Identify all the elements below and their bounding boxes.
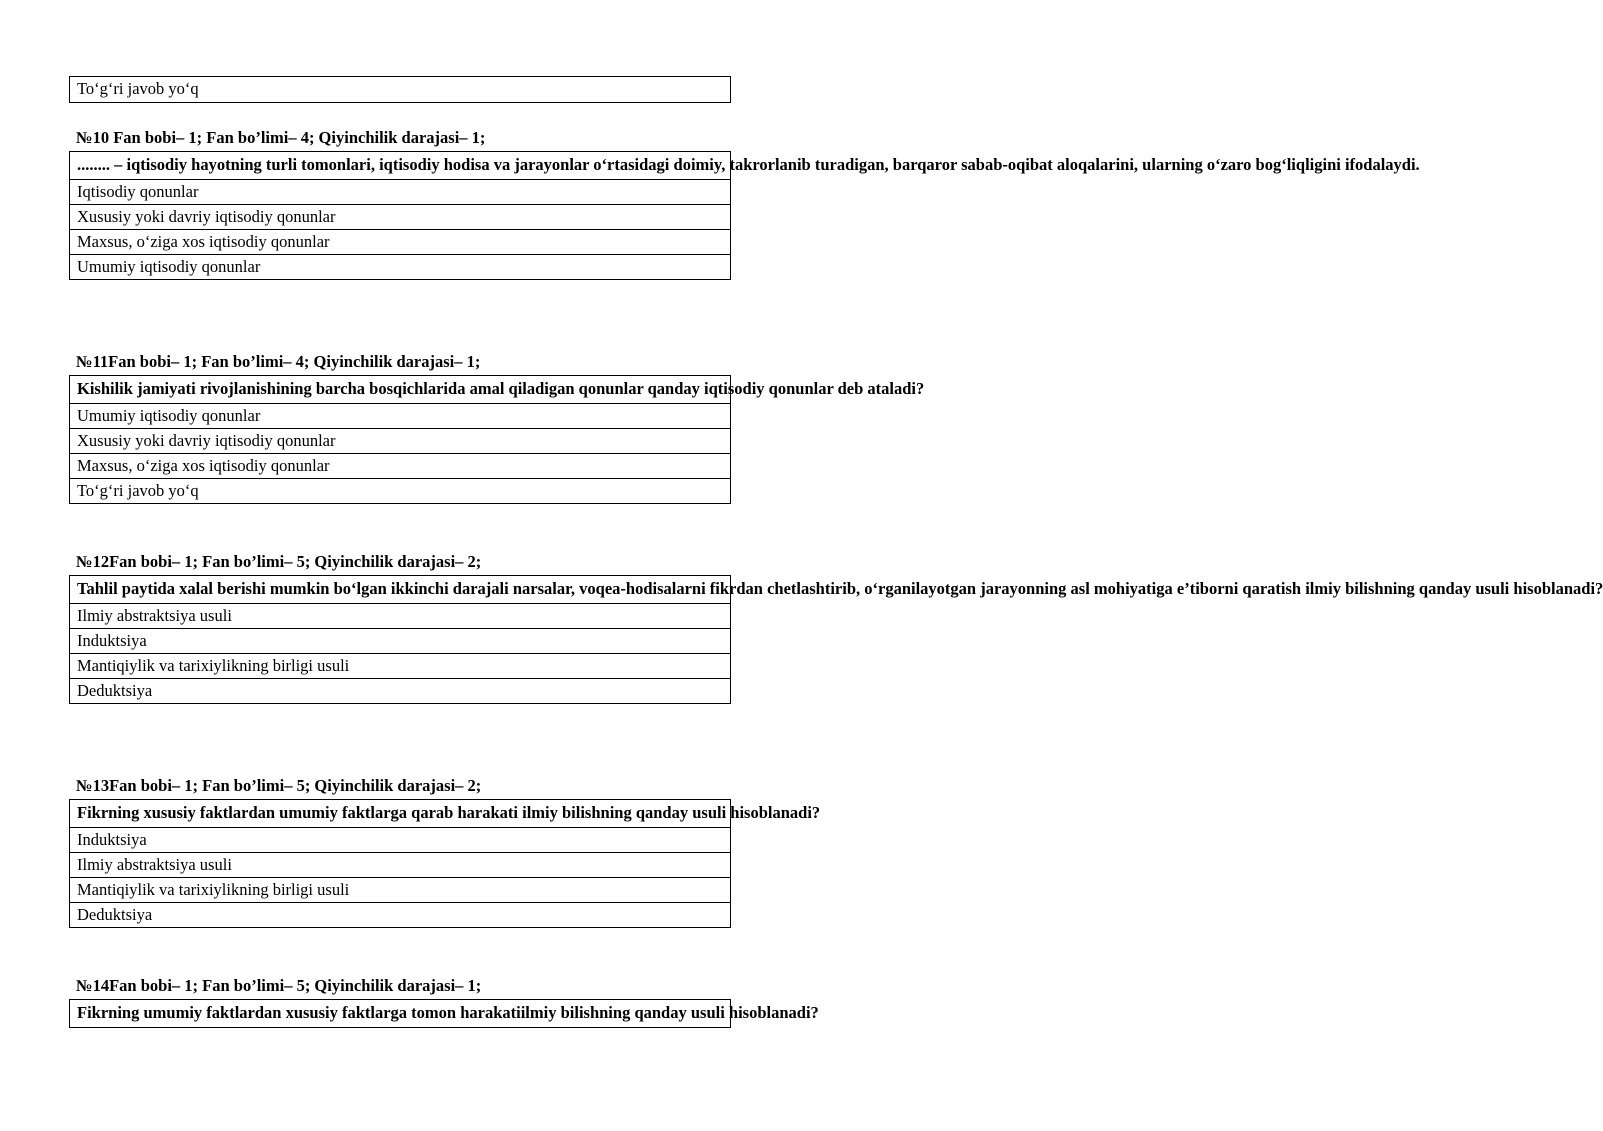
answer-option: Ilmiy abstraktsiya usuli <box>70 603 730 628</box>
question-text: Fikrning xususiy faktlardan umumiy faktlarga qarab harakati ilmiy bilishning qanday usuli hisoblanadi? <box>77 803 821 822</box>
answer-option: Deduktsiya <box>70 678 730 703</box>
answer-option: Maxsus, o‘ziga xos iqtisodiy qonunlar <box>70 229 730 254</box>
question-text: ........ – iqtisodiy hayotning turli tomonlari, iqtisodiy hodisa va jarayonlar o‘rtasidagi doimiy, takrorlanib turadigan, barqaror sabab-oqibat aloqalarini, ularning o‘zaro bog‘liqligini ifodalaydi. <box>77 155 1420 174</box>
question-header: №11Fan bobi– 1; Fan bo’limi– 4; Qiyinchilik darajasi– 1; <box>76 352 481 371</box>
question-table <box>69 151 1420 280</box>
answer-option: Maxsus, o‘ziga xos iqtisodiy qonunlar <box>70 453 730 478</box>
answer-option: Iqtisodiy qonunlar <box>70 179 730 204</box>
question-14 <box>69 976 819 1028</box>
question-table <box>69 375 925 504</box>
answer-option: Mantiqiylik va tarixiylikning birligi usuli <box>70 653 730 678</box>
prev-answer-table <box>69 76 731 103</box>
question-header: №13Fan bobi– 1; Fan bo’limi– 5; Qiyinchilik darajasi– 2; <box>76 776 482 795</box>
question-table <box>69 799 821 928</box>
question-10 <box>69 128 1420 280</box>
answer-option: Induktsiya <box>70 628 730 653</box>
answer-option: Deduktsiya <box>70 902 730 927</box>
question-text: Tahlil paytida xalal berishi mumkin bo‘lgan ikkinchi darajali narsalar, voqea-hodisalarni fikrdan chetlashtirib, o‘rganilayotgan jarayonning asl mohiyatiga e’tiborni qaratish ilmiy bilishning qanday usuli hisoblanadi? <box>77 579 1603 598</box>
answer-option: To‘g‘ri javob yo‘q <box>77 79 199 98</box>
question-table <box>69 575 1603 704</box>
answer-option: Xususiy yoki davriy iqtisodiy qonunlar <box>70 204 730 229</box>
question-12 <box>69 552 1603 704</box>
answer-option: Xususiy yoki davriy iqtisodiy qonunlar <box>70 428 730 453</box>
question-11 <box>69 352 925 504</box>
question-table <box>69 999 819 1028</box>
answer-option: Umumiy iqtisodiy qonunlar <box>70 254 730 279</box>
answer-option: To‘g‘ri javob yo‘q <box>70 478 730 503</box>
answer-option: Umumiy iqtisodiy qonunlar <box>70 403 730 428</box>
question-text: Kishilik jamiyati rivojlanishining barcha bosqichlarida amal qiladigan qonunlar qanday iqtisodiy qonunlar deb ataladi? <box>77 379 925 398</box>
answer-option: Mantiqiylik va tarixiylikning birligi usuli <box>70 877 730 902</box>
question-header: №14Fan bobi– 1; Fan bo’limi– 5; Qiyinchilik darajasi– 1; <box>76 976 482 995</box>
answer-option: Ilmiy abstraktsiya usuli <box>70 852 730 877</box>
answer-option: Induktsiya <box>70 827 730 852</box>
question-header: №12Fan bobi– 1; Fan bo’limi– 5; Qiyinchilik darajasi– 2; <box>76 552 482 571</box>
question-13 <box>69 776 821 928</box>
question-header: №10 Fan bobi– 1; Fan bo’limi– 4; Qiyinchilik darajasi– 1; <box>76 128 486 147</box>
question-text: Fikrning umumiy faktlardan xususiy faktlarga tomon harakatiilmiy bilishning qanday usuli hisoblanadi? <box>77 1003 819 1022</box>
